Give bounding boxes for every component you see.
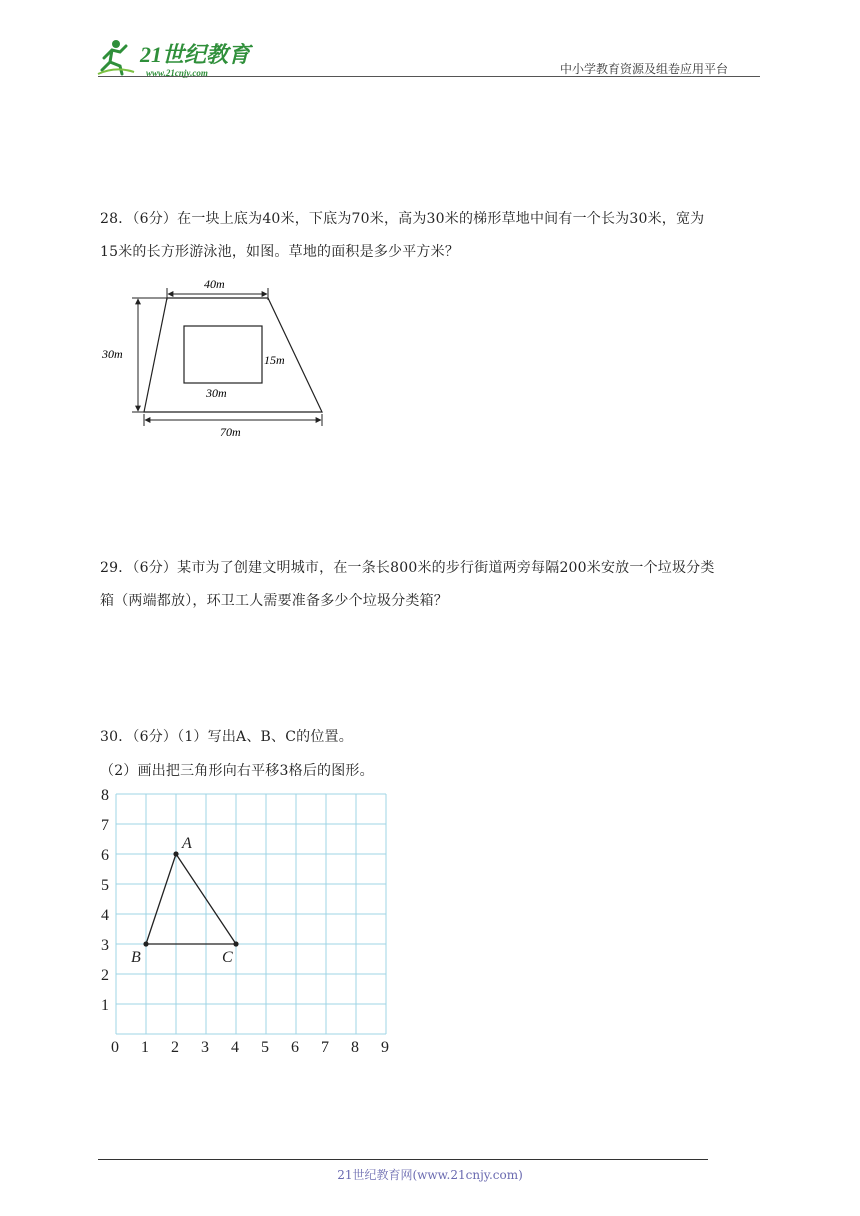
footer-site-text: 21世纪教育网(www.21cnjy.com) [337,1168,523,1182]
runner-icon [98,40,134,74]
point-b [143,941,148,946]
y-tick-label: 7 [101,817,109,834]
point-label-a: A [182,835,192,852]
y-tick-label: 1 [101,997,109,1014]
header-divider [98,76,760,77]
point-label-c: C [222,949,233,966]
q28-line-2: 15米的长方形游泳池，如图。草地的面积是多少平方米？ [100,244,460,260]
coordinate-grid [96,782,406,1062]
axis-labels [101,787,389,1056]
point-label-b: B [131,949,141,966]
header-platform-text: 中小学教育资源及组卷应用平台 [560,62,729,76]
x-tick-label: 0 [111,1039,119,1056]
q29-line-2: 箱（两端都放），环卫工人需要准备多少个垃圾分类箱？ [100,593,448,609]
y-tick-label: 4 [101,907,109,924]
point-a [173,851,178,856]
q30-line-2: （2）画出把三角形向右平移3格后的图形。 [100,763,374,779]
x-tick-label: 7 [321,1039,329,1056]
y-tick-label: 2 [101,967,109,984]
rect-length-label: 30m [206,386,227,400]
pool-rectangle [184,326,262,383]
x-tick-label: 8 [351,1039,359,1056]
bottom-base-label: 70m [220,425,241,439]
point-c [233,941,238,946]
logo-url-text: www.21cnjy.com [146,68,208,78]
site-logo [96,36,266,80]
height-label: 30m [102,347,123,361]
q28-line-1: 28．（6分）在一块上底为40米，下底为70米，高为30米的梯形草地中间有一个长为30米，宽为 [100,211,705,227]
triangle-outline [146,854,236,944]
top-base-label: 40m [204,277,225,291]
y-tick-label: 3 [101,937,109,954]
triangle-abc [131,835,239,966]
x-tick-label: 4 [231,1039,239,1056]
x-tick-label: 6 [291,1039,299,1056]
x-tick-label: 3 [201,1039,209,1056]
trapezoid-shape [144,298,322,412]
footer-divider [98,1159,708,1160]
x-tick-label: 9 [381,1039,389,1056]
x-tick-label: 1 [141,1039,149,1056]
y-tick-label: 5 [101,877,109,894]
y-tick-label: 8 [101,787,109,804]
y-tick-label: 6 [101,847,109,864]
x-tick-label: 2 [171,1039,179,1056]
x-tick-label: 5 [261,1039,269,1056]
trapezoid-figure [98,272,338,442]
q30-line-1: 30．（6分）（1）写出A、B、C的位置。 [100,729,353,745]
q29-line-1: 29．（6分）某市为了创建文明城市，在一条长800米的步行街道两旁每隔200米安放一个垃圾分类 [100,560,715,576]
logo-main-text: 21世纪教育 [140,42,251,67]
rect-width-label: 15m [264,353,285,367]
